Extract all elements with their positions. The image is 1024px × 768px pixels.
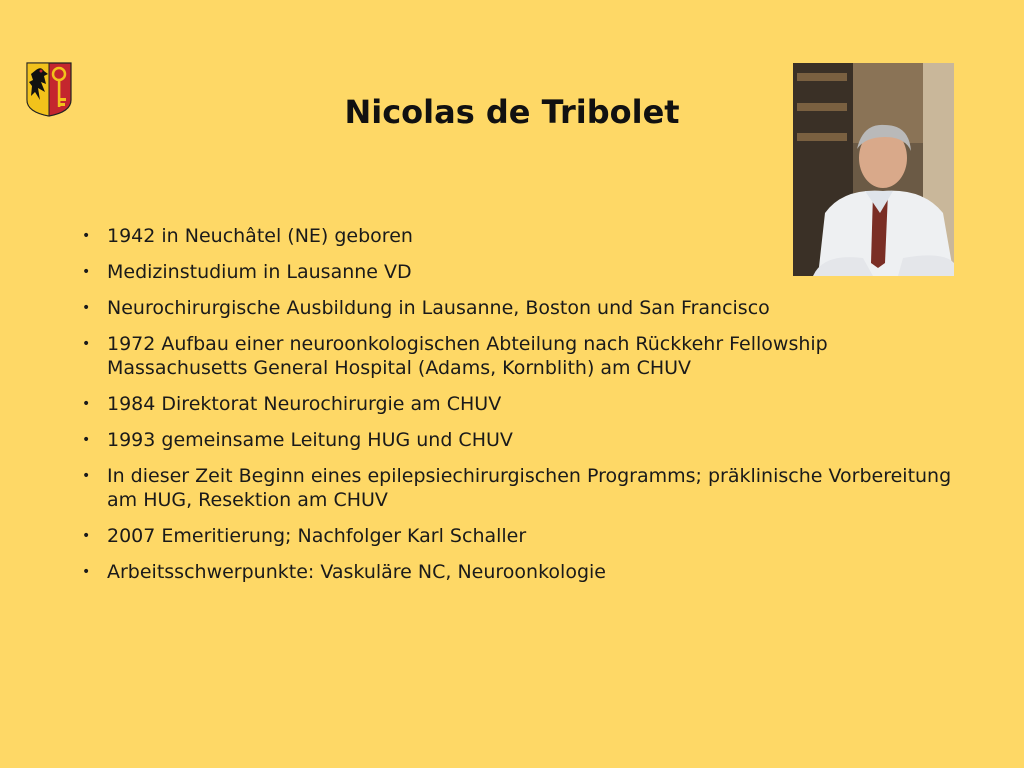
bullet-item: • 2007 Emeritierung; Nachfolger Karl Schaller <box>80 524 960 548</box>
bullet-item: • 1972 Aufbau einer neuroonkologischen Abteilung nach Rückkehr Fellowship Massachusetts General Hospital (Adams, Kornblith) am CHUV <box>80 332 960 380</box>
bullet-item: • Medizinstudium in Lausanne VD <box>80 260 960 284</box>
slide-title: Nicolas de Tribolet <box>344 93 680 131</box>
bullet-list <box>80 224 960 596</box>
bullet-item: • In dieser Zeit Beginn eines epilepsiechirurgischen Programms; präklinische Vorbereitung am HUG, Resektion am CHUV <box>80 464 960 512</box>
bullet-item: • 1993 gemeinsame Leitung HUG und CHUV <box>80 428 960 452</box>
bullet-item: • 1942 in Neuchâtel (NE) geboren <box>80 224 960 248</box>
bullet-item: • 1984 Direktorat Neurochirurgie am CHUV <box>80 392 960 416</box>
bullet-item: • Arbeitsschwerpunkte: Vaskuläre NC, Neuroonkologie <box>80 560 960 584</box>
bullet-item: • Neurochirurgische Ausbildung in Lausanne, Boston und San Francisco <box>80 296 960 320</box>
